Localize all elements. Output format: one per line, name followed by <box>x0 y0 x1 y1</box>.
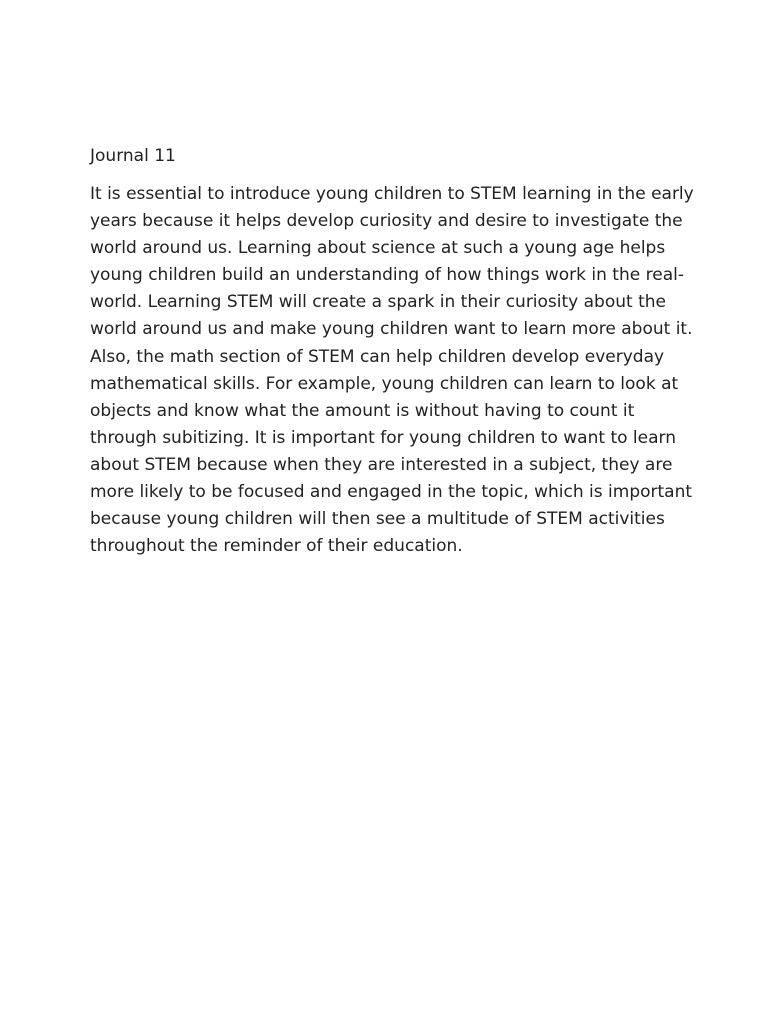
paragraph-line: young children build an understanding of how things work in the real- <box>90 265 684 286</box>
document-title: Journal 11 <box>90 146 176 166</box>
journal-paragraph <box>90 181 694 560</box>
paragraph-line: throughout the reminder of their education. <box>90 536 463 557</box>
paragraph-line: world around us and make young children want to learn more about it. <box>90 319 693 340</box>
paragraph-line: through subitizing. It is important for young children to want to learn <box>90 427 676 448</box>
paragraph-line: because young children will then see a multitude of STEM activities <box>90 509 665 530</box>
paragraph-line: objects and know what the amount is without having to count it <box>90 400 635 421</box>
paragraph-line: more likely to be focused and engaged in the topic, which is important <box>90 482 693 503</box>
paragraph-line: world. Learning STEM will create a spark in their curiosity about the <box>90 292 666 313</box>
paragraph-line: mathematical skills. For example, young children can learn to look at <box>90 373 679 394</box>
paragraph-line: Also, the math section of STEM can help children develop everyday <box>90 346 665 367</box>
paragraph-line: years because it helps develop curiosity and desire to investigate the <box>90 211 683 232</box>
paragraph-line: world around us. Learning about science at such a young age helps <box>90 238 666 259</box>
paragraph-line: It is essential to introduce young children to STEM learning in the early <box>90 184 694 204</box>
paragraph-line: about STEM because when they are interested in a subject, they are <box>90 454 673 475</box>
